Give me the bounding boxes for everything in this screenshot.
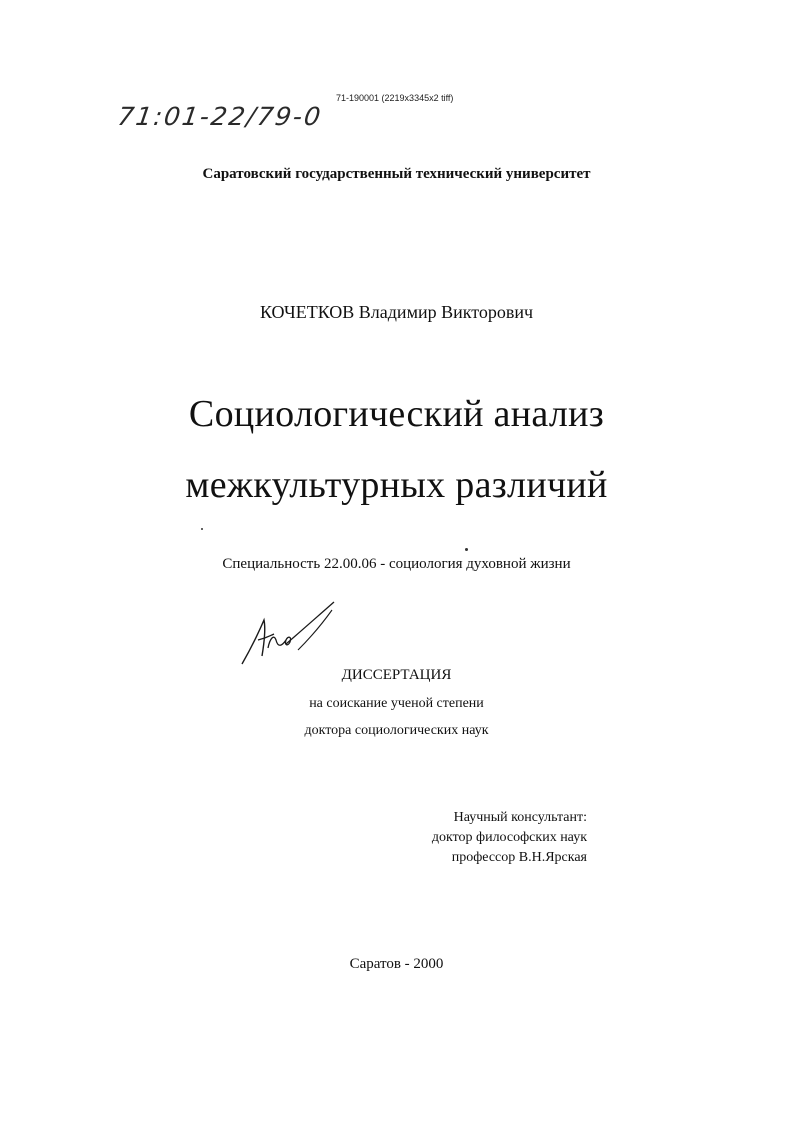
dissertation-title-line-1: Социологический анализ xyxy=(188,393,605,435)
city-year: Саратов - 2000 xyxy=(349,956,444,972)
consultant-degree: доктор философских наук xyxy=(431,830,587,845)
dissertation-type: ДИССЕРТАЦИЯ xyxy=(341,667,452,683)
consultant-name: профессор В.Н.Ярская xyxy=(451,850,587,865)
dissertation-purpose: на соискание ученой степени xyxy=(309,696,484,711)
speciality: Специальность 22.00.06 - социология духовной жизни xyxy=(222,556,571,572)
archive-code-handwritten: 71:01-22/79-0 xyxy=(115,102,325,131)
consultant-block xyxy=(432,808,587,868)
scan-id: 71-190001 (2219x3345x2 tiff) xyxy=(336,93,454,103)
scan-speck xyxy=(201,528,203,530)
scan-speck xyxy=(465,548,468,551)
author-name: КОЧЕТКОВ Владимир Викторович xyxy=(259,302,534,322)
consultant-label: Научный консультант: xyxy=(453,810,587,825)
dissertation-title-line-2: межкультурных различий xyxy=(185,464,608,506)
signature-icon xyxy=(238,600,338,670)
university-name: Саратовский государственный технический университет xyxy=(202,166,591,182)
dissertation-degree: доктора социологических наук xyxy=(304,723,489,738)
